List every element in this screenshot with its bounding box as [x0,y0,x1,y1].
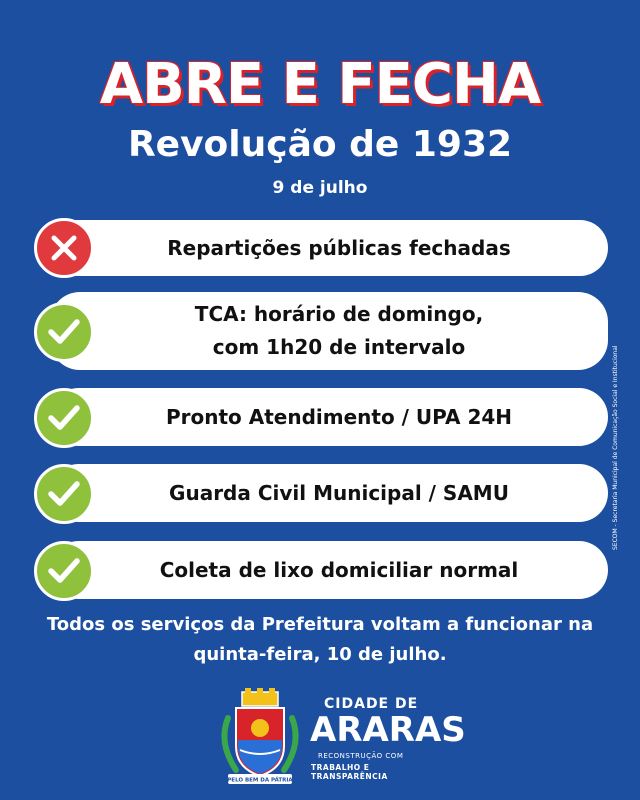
footer-line-1: Todos os serviços da Prefeitura voltam a funcionar na [46,614,594,635]
check-icon [34,302,94,362]
logo-line-2: ARARAS [310,710,466,750]
event-date: 9 de julho [272,178,368,198]
x-icon [34,218,94,278]
item-label: Guarda Civil Municipal / SAMU [169,480,509,505]
item-label: Coleta de lixo domiciliar normal [159,557,519,582]
logo-motto: PELO BEM DA PÁTRIA [227,777,293,784]
footer-line-2: quinta-feira, 10 de julho. [193,644,447,665]
page-subtitle: Revolução de 1932 [127,124,513,165]
coat-of-arms-icon [214,688,306,788]
item-label: Repartições públicas fechadas [167,235,511,260]
list-item-upa [50,388,608,446]
list-item-guarda [50,464,608,522]
logo-line-3: RECONSTRUÇÃO COM [318,752,404,760]
check-icon [34,388,94,448]
item-label: Pronto Atendimento / UPA 24H [165,404,513,429]
city-logo [214,688,466,788]
list-item-coleta [50,541,608,599]
list-item-repartições [50,220,608,276]
page-title: ABRE E FECHA [99,52,541,117]
check-icon [34,541,94,601]
item-label-line-2: com 1h20 de intervalo [212,335,466,359]
item-label-line-1: TCA: horário de domingo, [194,302,484,326]
credit-text: SECOM - Secretaria Municipal de Comunicação Social e Institucional [612,345,619,550]
logo-line-1: CIDADE DE [324,696,419,712]
check-icon [34,464,94,524]
logo-line-4: TRABALHO E TRANSPARÊNCIA [311,763,388,781]
footer-note [40,610,600,670]
list-item-tca [50,292,608,370]
